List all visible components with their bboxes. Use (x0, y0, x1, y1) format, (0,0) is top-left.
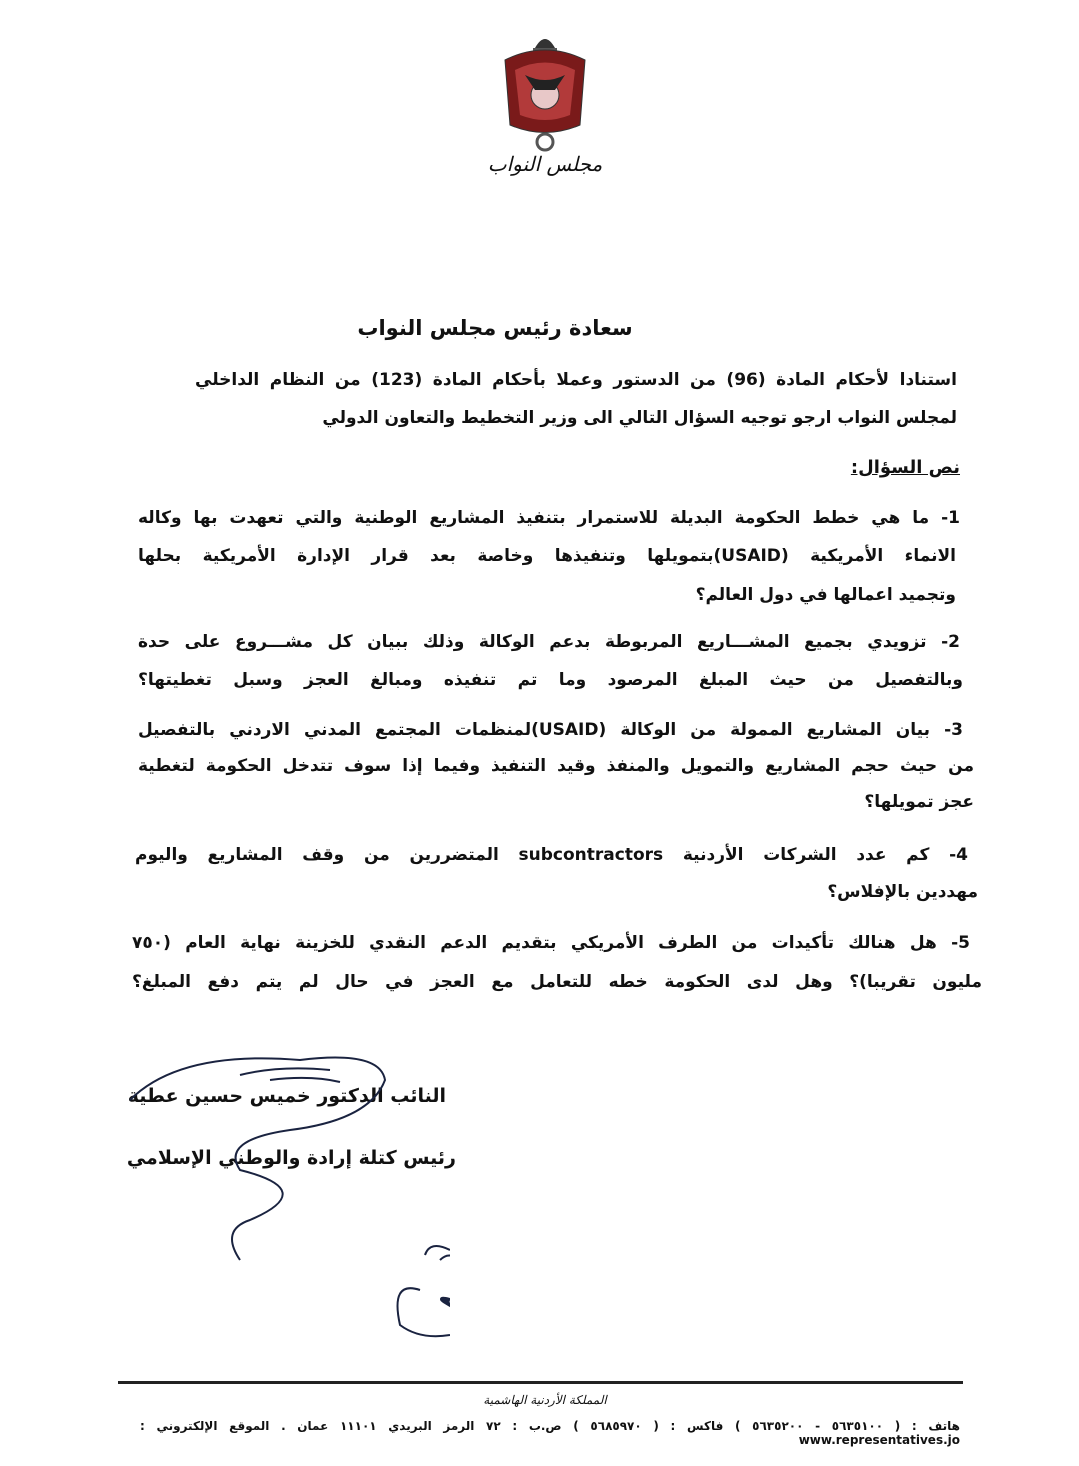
question-1-line: 1- ما هي خطط الحكومة البديلة للاستمرار بتنفيذ المشاريع الوطنية والتي تعهدت بها وكاله (138, 508, 960, 528)
question-5-line: مليون تقريبا)؟ وهل لدى الحكومة خطه للتعامل مع العجز في حال لم يتم دفع المبلغ؟ (132, 972, 982, 992)
question-heading (700, 457, 960, 478)
question-3-line: 3- بيان المشاريع الممولة من الوكالة (USAID)لمنظمات المجتمع المدني الاردني بالتفصيل (138, 720, 963, 740)
question-2-line: 2- تزويدي بجميع المشـــاريع المربوطة بدعم الوكالة وذلك ببيان كل مشـــروع على حدة (138, 632, 960, 652)
question-2-line: وبالتفصيل من حيث المبلغ المرصود وما تم تنفيذه ومبالغ العجز وسبل تغطيتها؟ (138, 670, 963, 690)
salutation-title: سعادة رئيس مجلس النواب (357, 316, 633, 340)
signatory-role: رئيس كتلة إرادة والوطني الإسلامي (126, 1147, 456, 1169)
signatory-name: النائب الدكتور خميس حسين عطية (127, 1085, 446, 1107)
question-3-line: عجز تمويلها؟ (864, 792, 974, 812)
question-5-line: 5- هل هنالك تأكيدات من الطرف الأمريكي بتقديم الدعم النقدي للخزينة نهاية العام (٧٥٠ (132, 933, 970, 953)
council-name: مجلس النواب (487, 152, 603, 176)
question-1-line: الانماء الأمريكية (USAID)بتمويلها وتنفيذها وخاصة بعد قرار الإدارة الأمريكية بحلها (138, 546, 956, 566)
handwritten-signature (120, 1040, 450, 1340)
contact-info: هاتف : ( ٥٦٣٥١٠٠ - ٥٦٣٥٢٠٠ ) فاكس : ( ٥٦٨٥٩٧٠ ) ص.ب : ٧٢ الرمز البريدي ١١١٠١ عمان . الموقع الإلكتروني : www.representatives.jo (140, 1419, 960, 1447)
question-heading-text: نص السؤال: (850, 457, 960, 478)
question-3-line: من حيث حجم المشاريع والتمويل والمنفذ وقيد التنفيذ وفيما إذا سوف تتدخل الحكومة لتغطية (138, 756, 974, 776)
question-1-line: وتجميد اعمالها في دول العالم؟ (695, 585, 956, 605)
intro-line: استنادا لأحكام المادة (96) من الدستور وعملا بأحكام المادة (123) من النظام الداخلي (195, 370, 957, 390)
footer-divider (118, 1381, 963, 1384)
intro-line: لمجلس النواب ارجو توجيه السؤال التالي الى وزير التخطيط والتعاون الدولي (322, 408, 957, 428)
question-4-line: مهددين بالإفلاس؟ (827, 882, 978, 902)
coat-of-arms-emblem (495, 30, 595, 160)
question-4-line: 4- كم عدد الشركات الأردنية subcontractors المتضررين من وقف المشاريع واليوم (135, 845, 969, 865)
kingdom-name: المملكة الأردنية الهاشمية (483, 1393, 607, 1407)
